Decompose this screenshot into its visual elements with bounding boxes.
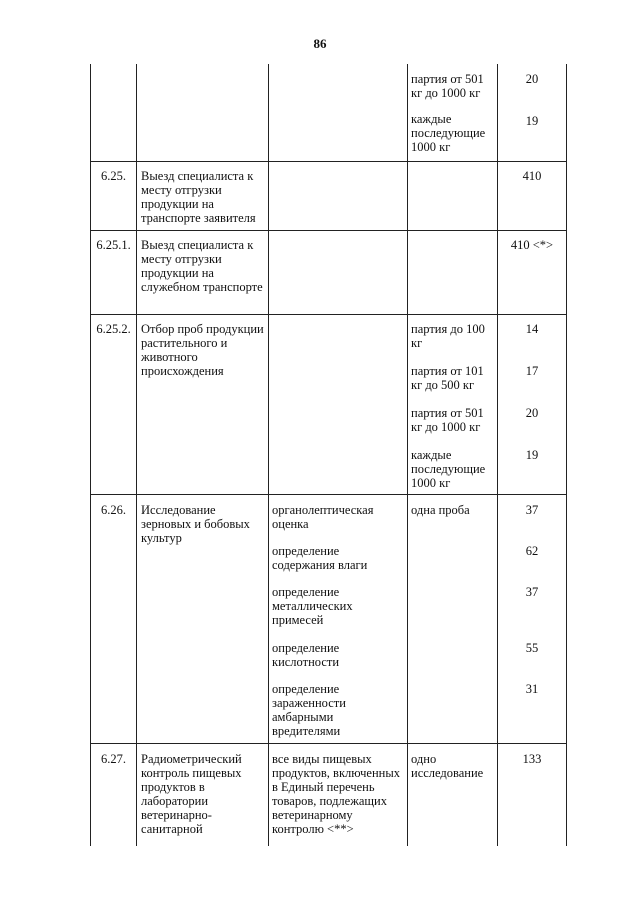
price-value: 410 <*> [510, 238, 554, 252]
price-value: 14 [525, 322, 539, 336]
row-name: Исследование зерновых и бобовых культур [141, 503, 250, 545]
unit-cell [411, 322, 495, 490]
subitem-text: определение металлических примесей [272, 585, 353, 627]
subitem-text: органолептическая оценка [272, 503, 374, 531]
unit-text: каждые последующие 1000 кг [411, 448, 486, 490]
table-column-divider [407, 64, 408, 846]
price-value: 20 [525, 72, 539, 86]
price-cell [498, 503, 566, 696]
price-value: 19 [525, 114, 539, 128]
row-id: 6.25. [101, 169, 126, 183]
row-separator [90, 161, 567, 162]
price-value: 55 [525, 641, 539, 655]
page-number: 86 [313, 36, 327, 51]
price-value: 133 [522, 752, 542, 766]
subitem-text: определение кислотности [272, 641, 340, 669]
unit-text: каждые последующие 1000 кг [411, 112, 486, 154]
row-id: 6.25.2. [96, 322, 131, 336]
subitem-text: все виды пищевых продуктов, включенных в Единый перечень товаров, подлежащих ветеринарному контролю <**> [272, 752, 400, 836]
row-name: Выезд специалиста к месту отгрузки продукции на транспорте заявителя [141, 169, 256, 225]
subitem-text: определение содержания влаги [272, 544, 368, 572]
row-name: Отбор проб продукции растительного и животного происхождения [141, 322, 264, 378]
row-separator [90, 230, 567, 231]
row-id: 6.27. [101, 752, 126, 766]
row-separator [90, 743, 567, 744]
price-cell [498, 72, 566, 128]
table-column-divider [268, 64, 269, 846]
row-name: Выезд специалиста к месту отгрузки продукции на служебном транспорте [141, 238, 263, 294]
unit-text: партия от 501 кг до 1000 кг [411, 72, 484, 100]
table-border-right [566, 64, 567, 846]
row-separator [90, 314, 567, 315]
price-value: 17 [525, 364, 539, 378]
price-value: 19 [525, 448, 539, 462]
unit-text: партия от 101 кг до 500 кг [411, 364, 484, 392]
unit-text: одно исследование [411, 752, 484, 780]
unit-cell [411, 72, 495, 154]
price-value: 37 [525, 585, 539, 599]
price-value: 62 [525, 544, 539, 558]
price-value: 410 [522, 169, 542, 183]
unit-text: партия до 100 кг [411, 322, 485, 350]
row-id: 6.26. [101, 503, 126, 517]
row-name: Радиометрический контроль пищевых продуктов в лаборатории ветеринарно-санитарной [141, 752, 242, 836]
table-column-divider [136, 64, 137, 846]
row-separator [90, 494, 567, 495]
price-cell [498, 322, 566, 462]
subitem-cell [272, 503, 404, 738]
subitem-text: определение зараженности амбарными вредителями [272, 682, 346, 738]
price-value: 31 [525, 682, 539, 696]
price-value: 20 [525, 406, 539, 420]
price-value: 37 [525, 503, 539, 517]
unit-text: одна проба [411, 503, 470, 517]
row-id: 6.25.1. [96, 238, 131, 252]
unit-text: партия от 501 кг до 1000 кг [411, 406, 484, 434]
